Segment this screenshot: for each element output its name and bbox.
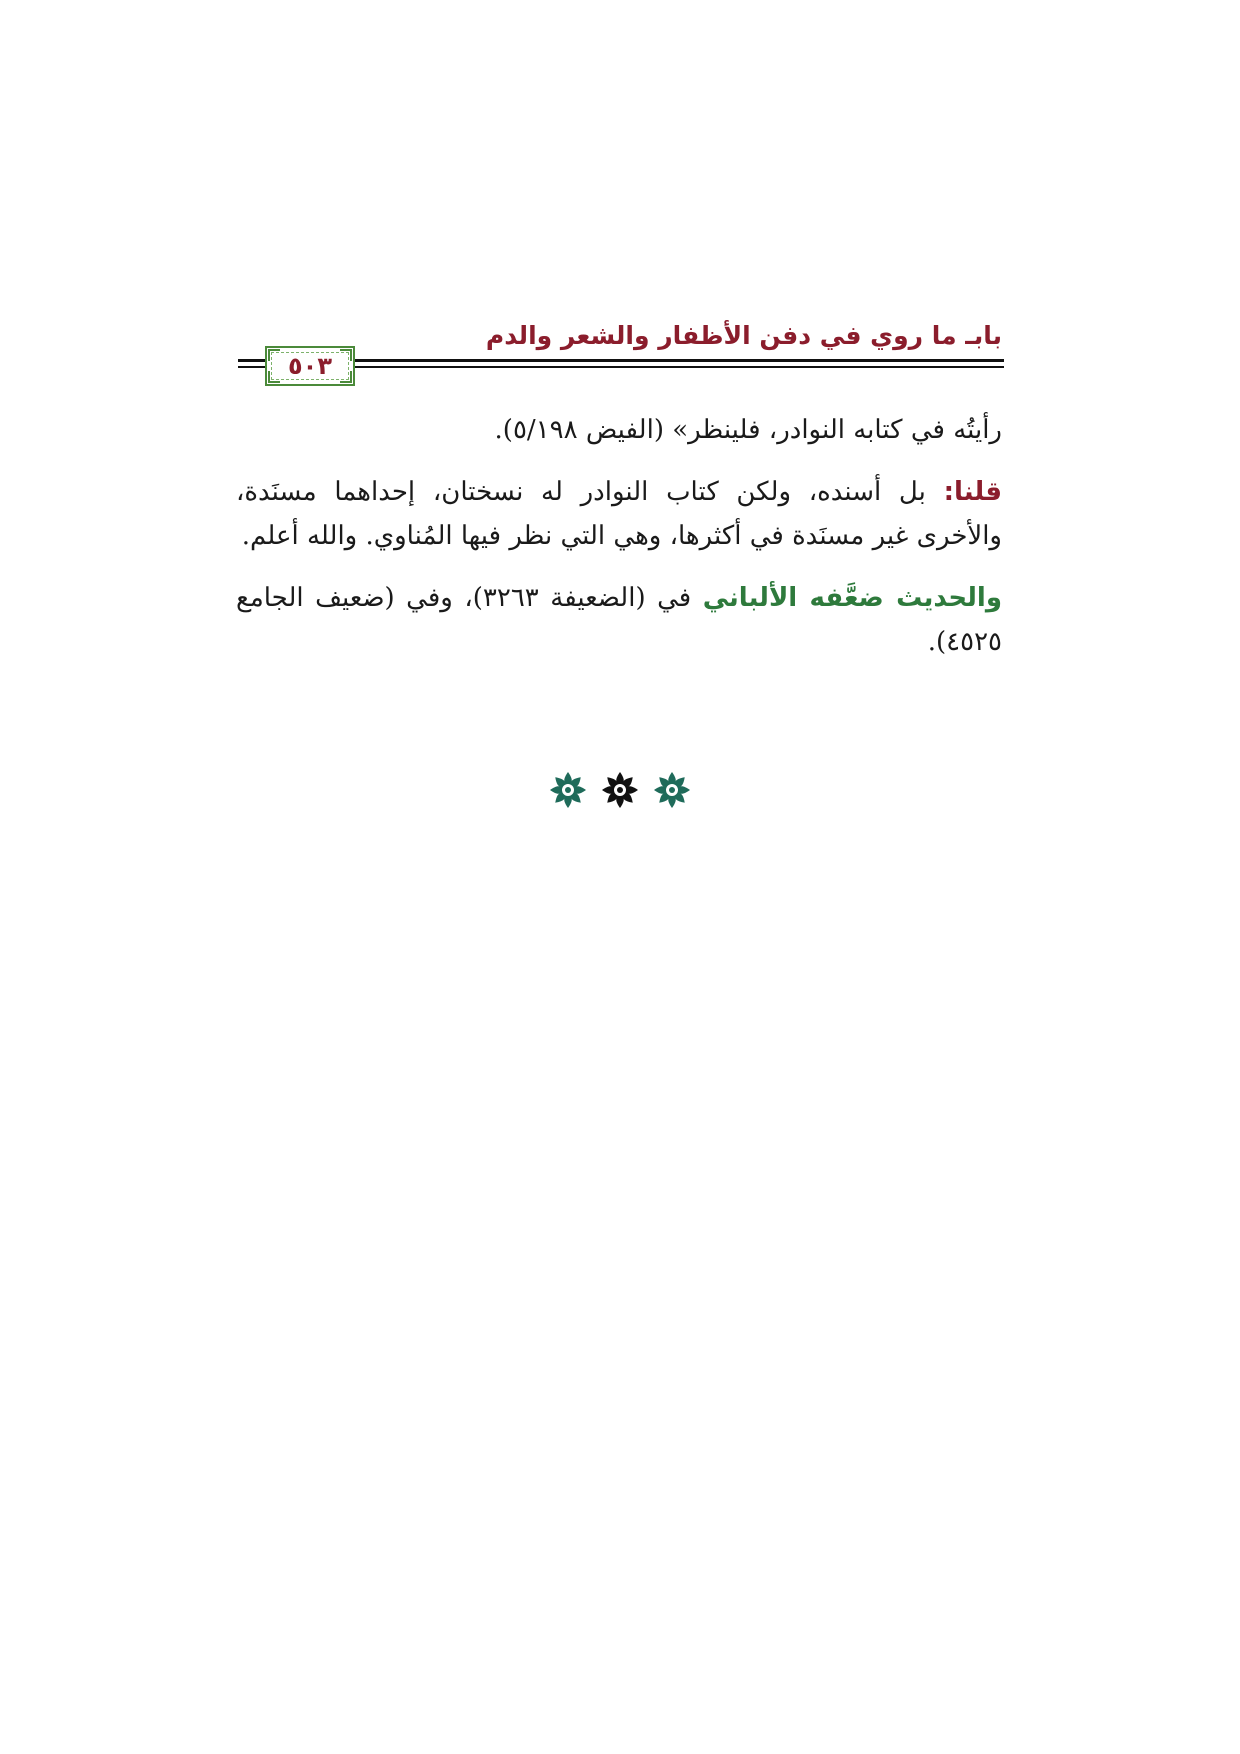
paragraph-3-lead: والحديث ضعَّفه الألباني xyxy=(702,583,1002,613)
page-number: ٥٠٣ xyxy=(288,352,332,380)
flower-ornament-icon xyxy=(652,770,692,810)
badge-corner-ornament-icon xyxy=(340,371,352,383)
paragraph-3-text: في (الضعيفة ٣٢٦٣)، وفي (ضعيف الجامع ٤٥٢٥). xyxy=(236,583,1002,657)
paragraph-2-text: بل أسنده، ولكن كتاب النوادر له نسختان، إحداهما مسنَدة، والأخرى غير مسنَدة في أكثرها، وهي التي نظر فيها المُناوي. والله أعلم. xyxy=(236,477,1002,551)
paragraph-1-text: رأيتُه في كتابه النوادر، فلينظر» (الفيض ٥/١٩٨). xyxy=(494,415,1002,445)
badge-corner-ornament-icon xyxy=(340,349,352,361)
page-body-text xyxy=(236,408,1002,682)
chapter-title: بابـ ما روي في دفن الأظفار والشعر والدم xyxy=(485,321,1002,350)
paragraph-3 xyxy=(236,576,1002,664)
section-end-ornaments xyxy=(0,770,1240,810)
flower-ornament-icon xyxy=(548,770,588,810)
paragraph-2-lead: قلنا: xyxy=(943,477,1002,507)
page-number-badge xyxy=(265,346,355,386)
paragraph-1 xyxy=(236,408,1002,452)
flower-ornament-icon xyxy=(600,770,640,810)
badge-corner-ornament-icon xyxy=(268,371,280,383)
paragraph-2 xyxy=(236,470,1002,558)
badge-corner-ornament-icon xyxy=(268,349,280,361)
